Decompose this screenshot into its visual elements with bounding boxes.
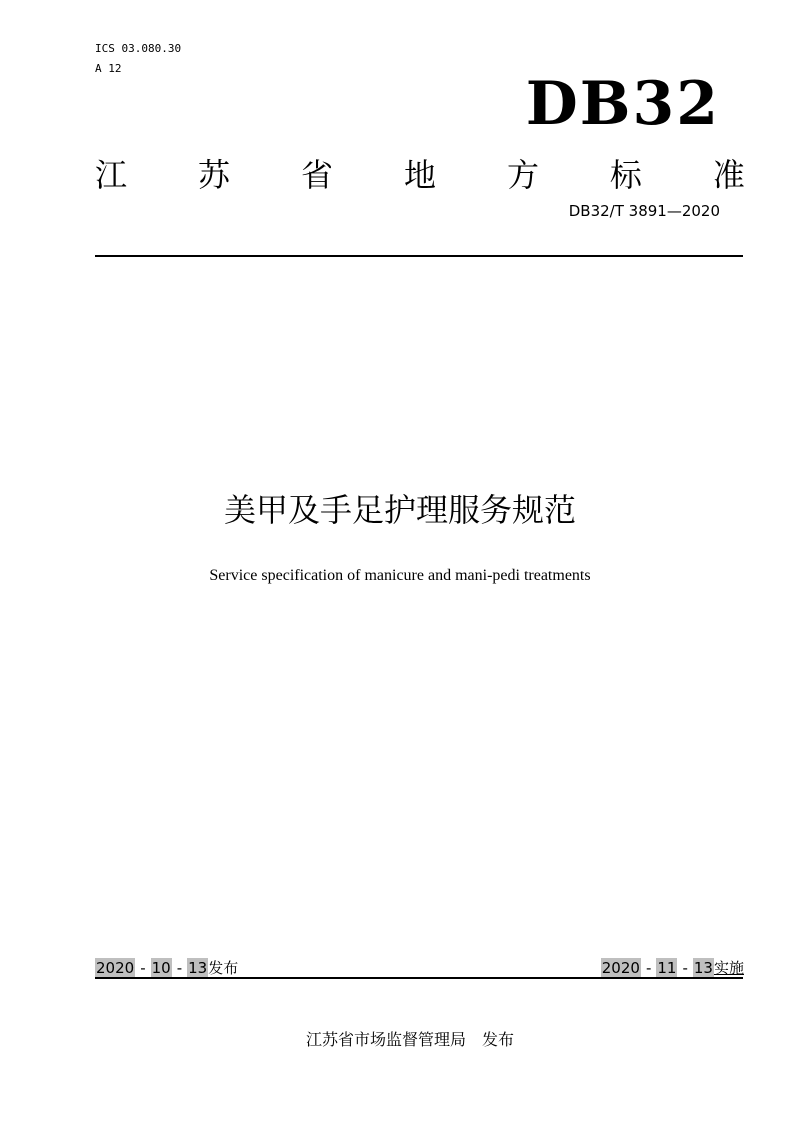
publish-year: 2020: [96, 959, 135, 977]
document-subtitle-english: Service specification of manicure and mani-pedi treatments: [209, 567, 591, 584]
publisher-name: 江苏省市场监督管理局: [305, 1030, 466, 1049]
standard-number: DB32/T 3891—2020: [568, 202, 720, 220]
publish-date: [95, 958, 238, 978]
standard-title-char: 苏: [197, 156, 230, 194]
top-divider: [95, 255, 743, 257]
standard-title-char: 准: [712, 156, 745, 194]
standard-title-char: 省: [300, 156, 333, 194]
date-separator: -: [645, 959, 652, 977]
implement-label: 实施: [713, 959, 744, 977]
date-separator: -: [140, 959, 146, 977]
standard-title-char: 地: [403, 156, 436, 194]
ccs-code: A 12: [95, 62, 122, 75]
date-separator: -: [682, 959, 688, 977]
implement-month: 11: [657, 959, 677, 977]
ics-code: ICS 03.080.30: [95, 42, 182, 55]
implement-year: 2020: [601, 959, 640, 977]
implement-day: 13: [693, 959, 713, 977]
publisher-action: 发布: [482, 1030, 515, 1049]
bottom-divider: [95, 977, 743, 979]
publish-label: 发布: [208, 959, 239, 977]
document-title: 美甲及手足护理服务规范: [223, 491, 576, 529]
standard-title-char: 方: [506, 156, 539, 194]
standard-code-logo: DB32: [525, 69, 720, 139]
standard-title-char: 标: [609, 156, 642, 194]
date-separator: -: [176, 959, 183, 977]
publish-day: 13: [188, 959, 208, 977]
standard-type-title: [95, 155, 745, 195]
standard-title-char: 江: [95, 156, 128, 194]
publish-month: 10: [151, 959, 171, 977]
implement-date: [601, 958, 744, 978]
publisher-line: [10, 1030, 800, 1050]
